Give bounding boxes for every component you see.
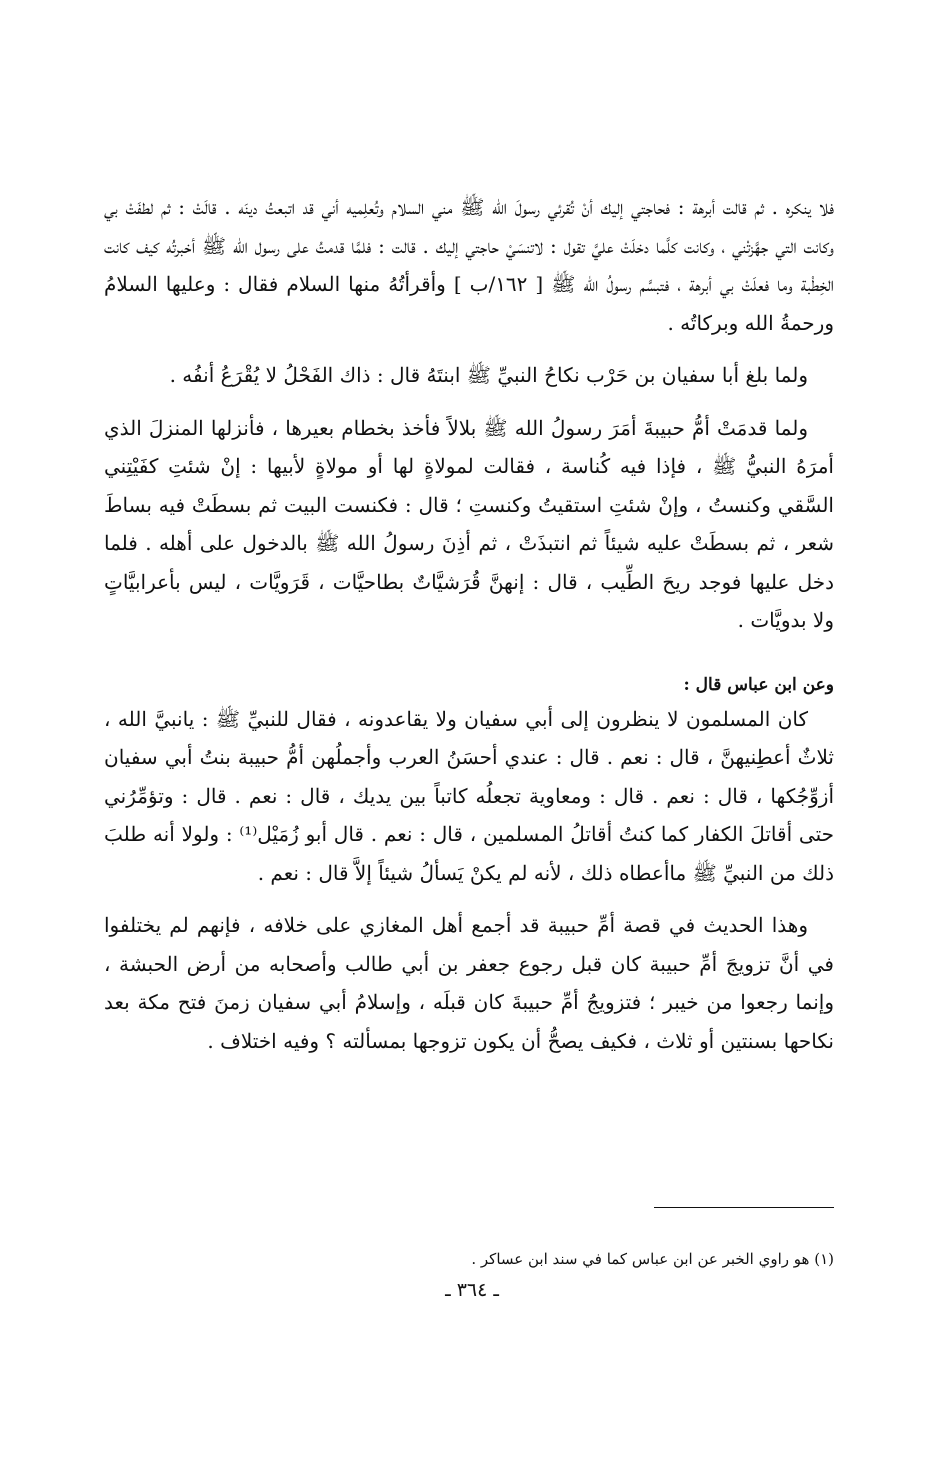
section-subheading: وعن ابن عباس قال : [683, 674, 834, 695]
paragraph-2: ولما بلغ أبا سفيان بن حَرْب نكاحُ النبيِّ ﷺ ابنتَهُ قال : ذاك الفَحْلُ لا يُقْرَعُ أنفُه . [169, 363, 808, 387]
paragraph-gap [104, 395, 834, 409]
main-text [104, 188, 834, 1060]
paragraph-gap [104, 342, 834, 356]
paragraph-3: ولما قدمَتْ أمُّ حبيبةَ أمَرَ رسولُ الله ﷺ بلالاً فأخذ بخطام بعيرها ، فأنزلها المنزلَ الذي أمرَهُ النبيُّ ﷺ ، فإذا فيه كُناسة ، فقالت لمولاةٍ لها أو مولاةٍ لأبيها : إنْ شئتِ كفَيْتِني السَّقي وكنستُ ، وإنْ شئتِ استقيتُ وكنستِ ؛ قال : فكنست البيت ثم بسطَتْ فيه بساطَ شعر ، ثم بسطَتْ عليه شيئاً ثم انتبذَتْ ، ثم أذِنَ رسولُ الله ﷺ بالدخول على أهله . فلما دخل عليها فوجد ريحَ الطِّيب ، قال : إنهنَّ قُرَشيَّاتٌ بطاحيَّات ، قَرَويَّات ، ليس بأعرابيَّاتٍ ولا بدويَّات . [104, 415, 834, 632]
footnote: (١) هو راوي الخبر عن ابن عباس كما في سند ابن عساكر . [471, 1250, 834, 1268]
paragraph-4: كان المسلمون لا ينظرون إلى أبي سفيان ولا يقاعدونه ، فقال للنبيِّ ﷺ : يانبيَّ الله ، ثلاثٌ أعطِنيهنَّ ، قال : نعم . قال : عندي أحسَنُ العرب وأجملُهن أمُّ حبيبة بنتُ أبي سفيان أزوِّجُكها ، قال : نعم . قال : ومعاوية تجعلُه كاتباً بين يديك ، قال : نعم . قال : وتؤمِّرُني حتى أقاتلَ الكفار كما كنتُ أقاتلُ المسلمين ، قال : نعم . قال أبو زُمَيْل⁽¹⁾ : ولولا أنه طلبَ ذلك من النبيِّ ﷺ ماأعطاه ذلك ، لأنه لم يكنْ يَسألُ شيئاً إلاَّ قال : نعم . [104, 706, 834, 885]
page-number: ـ ٣٦٤ ـ [445, 1279, 499, 1301]
section-gap [104, 640, 834, 670]
footnote-divider [654, 1207, 834, 1208]
paragraph-5: وهذا الحديث في قصة أمِّ حبيبة قد أجمع أهل المغازي على خلافه ، فإنهم لم يختلفوا في أنَّ تزويجَ أمِّ حبيبة كان قبل رجوع جعفر بن أبي طالب وأصحابه من أرض الحبشة ، وإنما رجعوا من خيبر ؛ فتزويجُ أمِّ حبيبةَ كان قبلَه ، وإسلامُ أبي سفيان زمنَ فتح مكة بعد نكاحها بسنتين أو ثلاث ، فكيف يصحُّ أن يكون تزوجها بمسألته ؟ وفيه اختلاف . [104, 913, 834, 1053]
paragraph-gap [104, 892, 834, 906]
paragraph-1: فلا ينكره . ثم قالت أبرهة : فحاجتي إليك أنْ تُقرئي رسولَ الله ﷺ مني السلام وتُعلِميه أني قد اتبعتُ دينَه . قالَتْ : ثم لطفَتْ بي وكانت التي جهَّزتْني ، وكانت كلَّما دخلَتْ عليَّ تقول : لاتنسَيْ حاجتي إليك . قالت : فلمَّا قدمتُ على رسول الله ﷺ أخبرتُه كيف كانت الخِطْبة وما فعلَتْ بي أبرهة ، فتبسَّم رسولُ الله ﷺ [ ١٦٢/ب ] وأقرأتُهُ منها السلام فقال : وعليها السلامُ ورحمةُ الله وبركاتُه . [104, 195, 834, 335]
